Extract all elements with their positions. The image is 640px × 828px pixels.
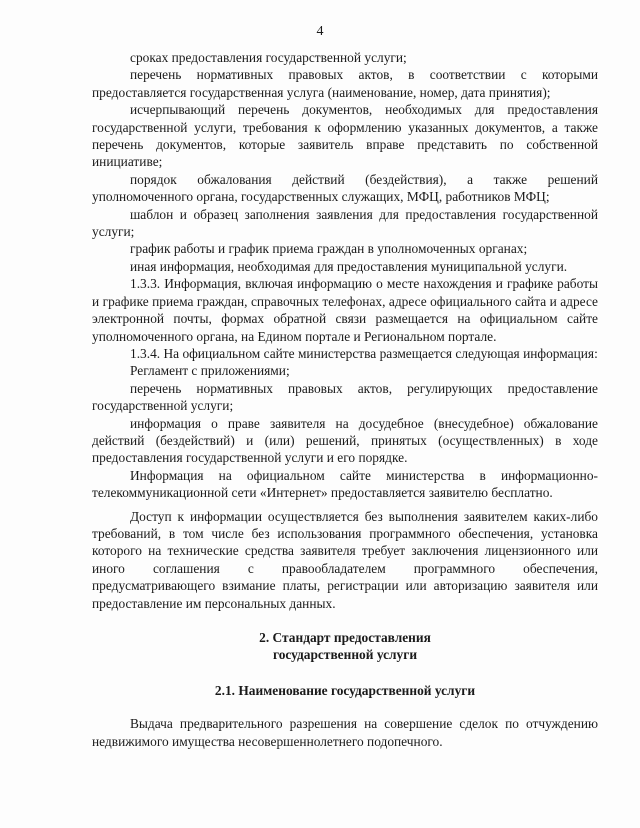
paragraph-1-3-4: 1.3.4. На официальном сайте министерства размещается следующая информация:: [130, 345, 598, 361]
paragraph: Регламент с приложениями;: [130, 363, 290, 379]
paragraph: иная информация, необходимая для предоставления муниципальной услуги.: [130, 258, 568, 274]
paragraph: сроках предоставления государственной услуги;: [130, 50, 407, 65]
paragraph: информация о праве заявителя на досудебное (внесудебное) обжалование действий (бездействий) и (или) решений, принятых (осуществленных) в ходе предоставления государственной услуги и его порядке.: [92, 415, 598, 466]
paragraph: Информация на официальном сайте министерства в информационно-телекоммуникационной сети «Интернет» предоставляется заявителю бесплатно.: [92, 467, 598, 501]
section-2-title-line1: 2. Стандарт предоставления: [259, 630, 431, 645]
section-2-1-title: 2.1. Наименование государственной услуги: [214, 682, 476, 698]
paragraph: порядок обжалования действий (бездействия), а также решений уполномоченного органа, государственных служащих, МФЦ, работников МФЦ;: [92, 171, 598, 205]
page-number: 4: [316, 24, 324, 39]
document-body: [92, 49, 598, 750]
section-2-title-line2: государственной услуги: [272, 647, 418, 663]
paragraph: график работы и график приема граждан в уполномоченных органах;: [130, 241, 528, 257]
section-2-1-text: Выдача предварительного разрешения на совершение сделок по отчуждению недвижимого имущества несовершеннолетнего подопечного.: [92, 716, 598, 749]
spacer: [92, 664, 598, 682]
paragraph-1-3-3: 1.3.3. Информация, включая информацию о месте нахождения и графике работы и графике приема граждан, справочных телефонах, адресе официального сайта и адресе электронной почты, формах обратной связи размещается на официальном сайте уполномоченного органа, на Едином портале и Региональном портале.: [92, 276, 598, 344]
paragraph: шаблон и образец заполнения заявления для предоставления государственной услуги;: [92, 206, 598, 240]
paragraph: перечень нормативных правовых актов, в соответствии с которыми предоставляется государственная услуга (наименование, номер, дата принятия);: [92, 67, 598, 100]
paragraph-access: Доступ к информации осуществляется без выполнения заявителем каких-либо требований, в том числе без использования программного обеспечения, установка которого на технические средства заявителя требует заключения лицензионного или иного соглашения с правообладателем программного обеспечения, предусматривающего взимание платы, регистрации или авторизацию заявителя или предоставление им персональных данных.: [92, 508, 598, 611]
spacer: [92, 699, 598, 715]
paragraph: исчерпывающий перечень документов, необходимых для предоставления государственной услуги, требования к оформлению указанных документов, а также перечень документов, которые заявитель вправе представить по собственной инициативе;: [92, 102, 598, 170]
spacer: [92, 612, 598, 629]
paragraph: перечень нормативных правовых актов, регулирующих предоставление государственной услуги;: [92, 380, 598, 414]
